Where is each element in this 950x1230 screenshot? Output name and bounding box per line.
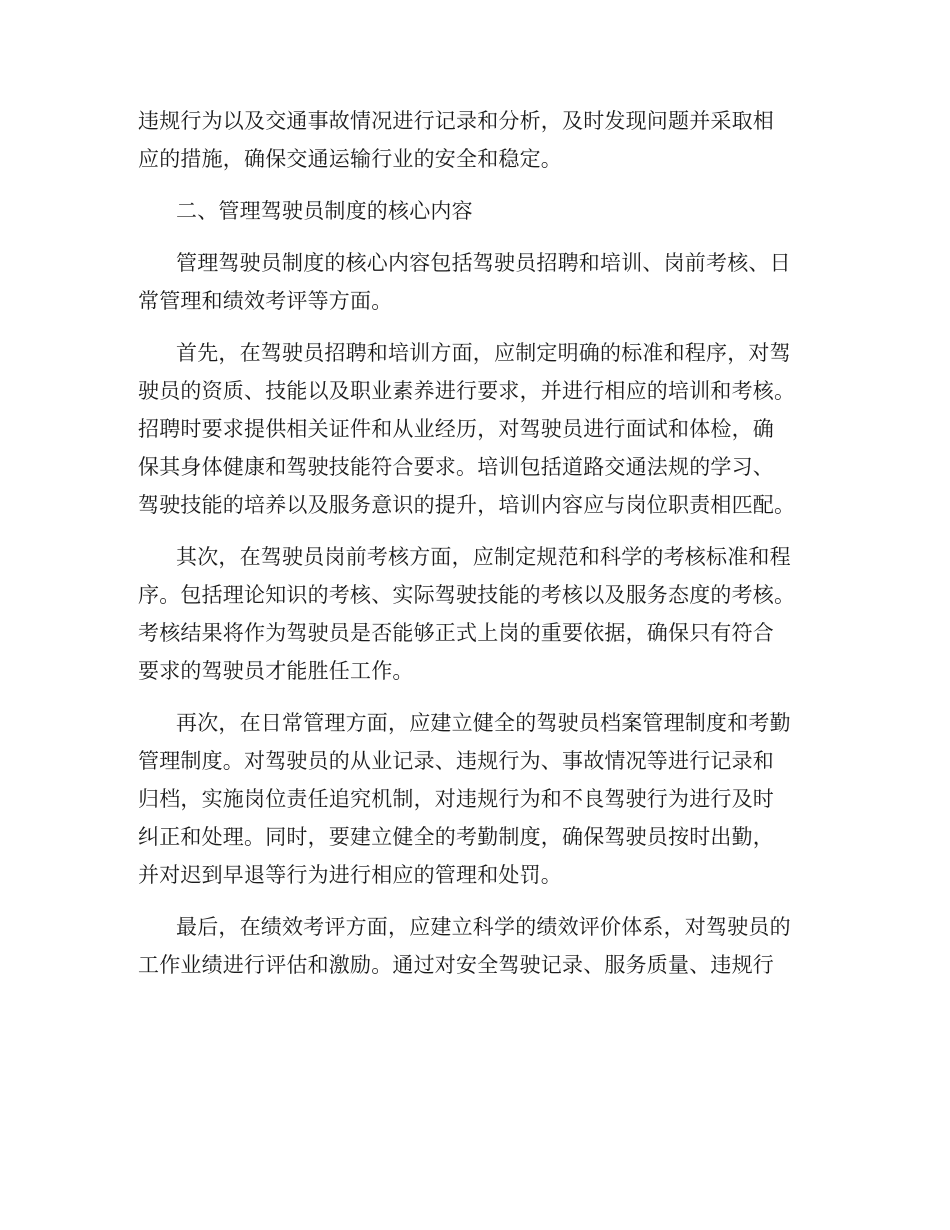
text-line: 考核结果将作为驾驶员是否能够正式上岗的重要依据，确保只有符合 [138, 621, 774, 645]
text-line: 驾驶技能的培养以及服务意识的提升，培训内容应与岗位职责相匹配。 [138, 493, 796, 517]
text-line: 再次，在日常管理方面，应建立健全的驾驶员档案管理制度和考勤 [176, 711, 791, 735]
text-line: 最后，在绩效考评方面，应建立科学的绩效评价体系，对驾驶员的 [176, 915, 791, 939]
paragraph-assessment [138, 538, 828, 690]
heading-text: 二、管理驾驶员制度的核心内容 [176, 199, 473, 223]
paragraph-performance [138, 908, 828, 984]
paragraph-recruitment [138, 334, 828, 524]
text-line: 工作业绩进行评估和激励。通过对安全驾驶记录、服务质量、违规行 [138, 953, 774, 977]
text-line: 管理驾驶员制度的核心内容包括驾驶员招聘和培训、岗前考核、日 [176, 251, 791, 275]
text-line: 应的措施，确保交通运输行业的安全和稳定。 [138, 147, 562, 171]
text-line: 保其身体健康和驾驶技能符合要求。培训包括道路交通法规的学习、 [138, 455, 774, 479]
text-line: 并对迟到早退等行为进行相应的管理和处罚。 [138, 863, 562, 887]
document-body [138, 102, 828, 998]
text-line: 归档，实施岗位责任追究机制，对违规行为和不良驾驶行为进行及时 [138, 787, 774, 811]
text-line: 驶员的资质、技能以及职业素养进行要求，并进行相应的培训和考核。 [138, 379, 796, 403]
text-line: 违规行为以及交通事故情况进行记录和分析，及时发现问题并采取相 [138, 109, 774, 133]
text-line: 常管理和绩效考评等方面。 [138, 289, 393, 313]
paragraph-intro [138, 244, 828, 320]
section-heading [138, 192, 828, 230]
text-line: 管理制度。对驾驶员的从业记录、违规行为、事故情况等进行记录和 [138, 749, 774, 773]
text-line: 纠正和处理。同时，要建立健全的考勤制度，确保驾驶员按时出勤， [138, 825, 774, 849]
text-line: 首先，在驾驶员招聘和培训方面，应制定明确的标准和程序，对驾 [176, 341, 791, 365]
text-line: 序。包括理论知识的考核、实际驾驶技能的考核以及服务态度的考核。 [138, 583, 796, 607]
text-line: 招聘时要求提供相关证件和从业经历，对驾驶员进行面试和体检，确 [138, 417, 774, 441]
paragraph-daily-management [138, 704, 828, 894]
text-line: 要求的驾驶员才能胜任工作。 [138, 659, 414, 683]
text-line: 其次，在驾驶员岗前考核方面，应制定规范和科学的考核标准和程 [176, 545, 791, 569]
paragraph-continuation [138, 102, 828, 178]
